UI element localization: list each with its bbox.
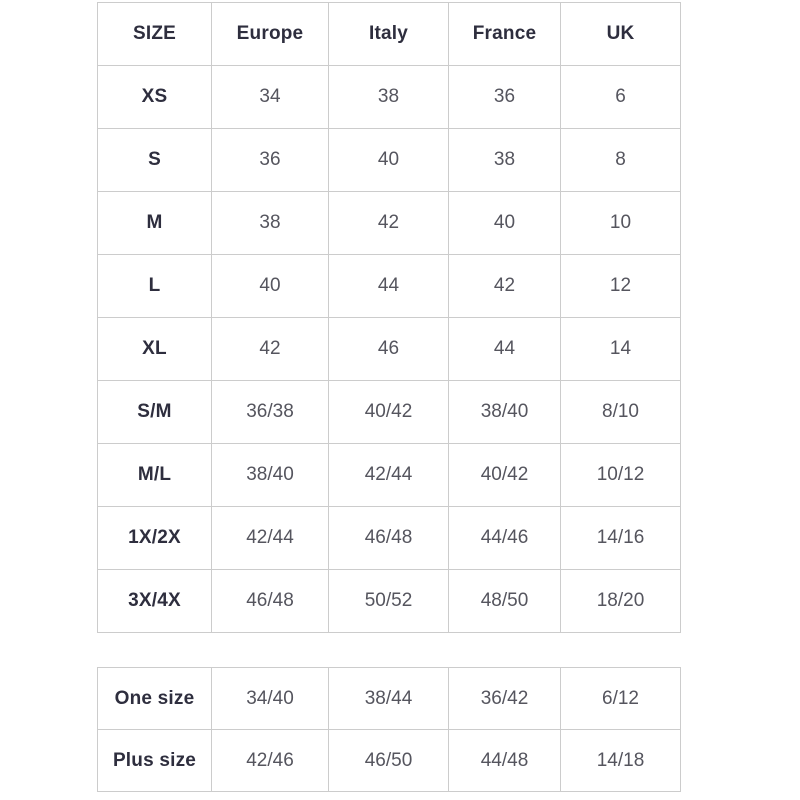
size-value-cell: 42/44 <box>329 444 449 507</box>
size-value-cell: 46/48 <box>329 507 449 570</box>
size-value-cell: 38 <box>329 66 449 129</box>
size-value-cell: 8 <box>561 129 681 192</box>
size-value-cell: 34 <box>212 66 329 129</box>
size-value-cell: 40 <box>212 255 329 318</box>
size-value-cell: 44 <box>449 318 561 381</box>
size-value-cell: 8/10 <box>561 381 681 444</box>
column-header: SIZE <box>98 3 212 66</box>
size-value-cell: 14/18 <box>561 730 681 792</box>
size-value-cell: 14/16 <box>561 507 681 570</box>
size-value-cell: 36/42 <box>449 668 561 730</box>
size-value-cell: 40/42 <box>329 381 449 444</box>
size-label-cell: Plus size <box>98 730 212 792</box>
table-row <box>98 444 681 507</box>
size-value-cell: 36 <box>449 66 561 129</box>
column-header: Europe <box>212 3 329 66</box>
size-value-cell: 42 <box>329 192 449 255</box>
size-value-cell: 40/42 <box>449 444 561 507</box>
table-row <box>98 318 681 381</box>
special-size-table-body <box>98 668 681 792</box>
table-row <box>98 730 681 792</box>
size-label-cell: One size <box>98 668 212 730</box>
size-value-cell: 18/20 <box>561 570 681 633</box>
size-value-cell: 34/40 <box>212 668 329 730</box>
size-value-cell: 36/38 <box>212 381 329 444</box>
size-table-body <box>98 66 681 633</box>
size-value-cell: 6 <box>561 66 681 129</box>
header-row <box>98 3 681 66</box>
size-value-cell: 44/48 <box>449 730 561 792</box>
special-size-table <box>97 667 681 792</box>
size-value-cell: 46/50 <box>329 730 449 792</box>
size-value-cell: 40 <box>329 129 449 192</box>
table-row <box>98 192 681 255</box>
size-value-cell: 14 <box>561 318 681 381</box>
size-value-cell: 6/12 <box>561 668 681 730</box>
size-table-header <box>98 3 681 66</box>
table-row <box>98 255 681 318</box>
size-value-cell: 12 <box>561 255 681 318</box>
table-row <box>98 570 681 633</box>
size-value-cell: 46 <box>329 318 449 381</box>
size-value-cell: 44 <box>329 255 449 318</box>
size-value-cell: 50/52 <box>329 570 449 633</box>
size-label-cell: XL <box>98 318 212 381</box>
size-label-cell: M <box>98 192 212 255</box>
size-value-cell: 36 <box>212 129 329 192</box>
size-value-cell: 38/40 <box>449 381 561 444</box>
size-label-cell: 1X/2X <box>98 507 212 570</box>
table-row <box>98 129 681 192</box>
size-value-cell: 10/12 <box>561 444 681 507</box>
table-row <box>98 66 681 129</box>
column-header: UK <box>561 3 681 66</box>
size-value-cell: 10 <box>561 192 681 255</box>
size-value-cell: 38/44 <box>329 668 449 730</box>
size-value-cell: 38 <box>212 192 329 255</box>
size-value-cell: 38 <box>449 129 561 192</box>
size-value-cell: 42/46 <box>212 730 329 792</box>
size-label-cell: 3X/4X <box>98 570 212 633</box>
table-row <box>98 507 681 570</box>
table-row <box>98 381 681 444</box>
size-value-cell: 44/46 <box>449 507 561 570</box>
size-value-cell: 42/44 <box>212 507 329 570</box>
size-label-cell: L <box>98 255 212 318</box>
size-value-cell: 38/40 <box>212 444 329 507</box>
column-header: France <box>449 3 561 66</box>
size-label-cell: XS <box>98 66 212 129</box>
size-value-cell: 48/50 <box>449 570 561 633</box>
size-label-cell: M/L <box>98 444 212 507</box>
size-label-cell: S/M <box>98 381 212 444</box>
table-row <box>98 668 681 730</box>
size-conversion-table <box>97 2 681 633</box>
size-value-cell: 42 <box>212 318 329 381</box>
size-value-cell: 46/48 <box>212 570 329 633</box>
size-label-cell: S <box>98 129 212 192</box>
size-value-cell: 42 <box>449 255 561 318</box>
column-header: Italy <box>329 3 449 66</box>
size-value-cell: 40 <box>449 192 561 255</box>
